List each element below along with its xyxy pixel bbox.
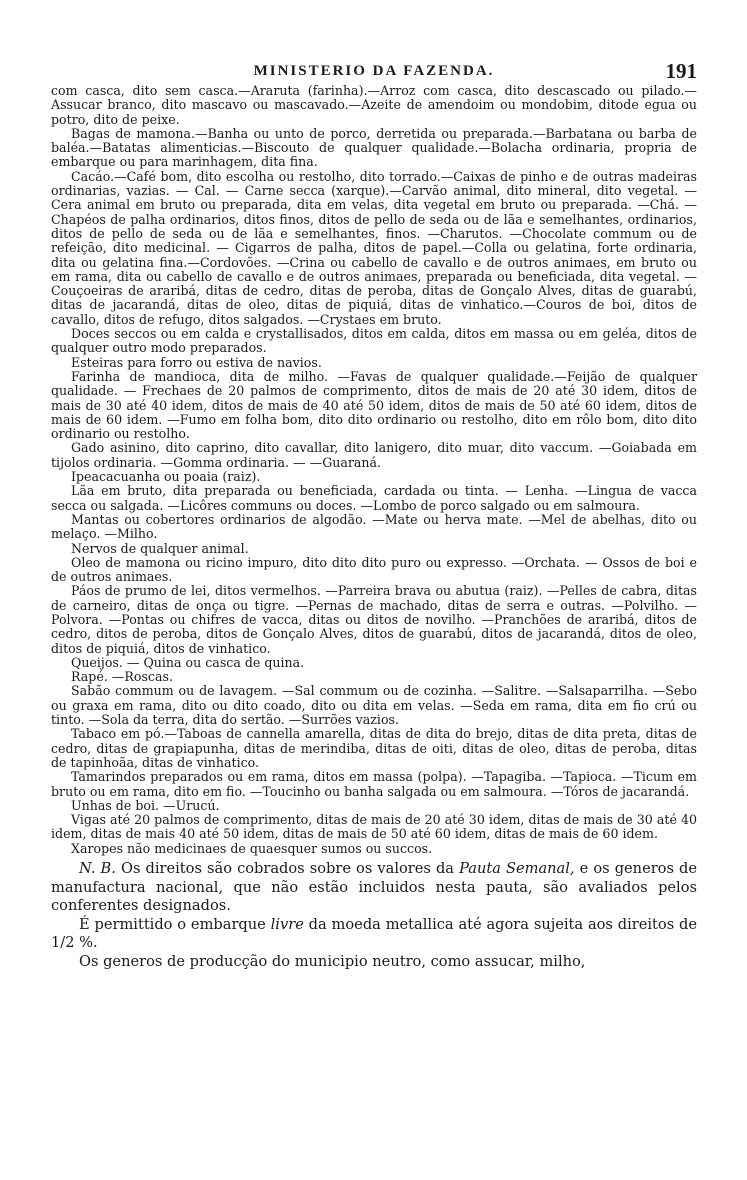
note-text: e os generos de manufactura nacional, que não estão incluidos nesta pauta, são avaliados pelos conferentes designados. [51, 860, 698, 915]
pauta-term: Pauta Semanal, [459, 860, 575, 878]
paragraph: Cacáo.—Café bom, dito escolha ou restolho, dito torrado.—Caixas de pinho e de outras madeiras ordinarias, vazias. — Cal. — Carne secca (xarque).—Carvão animal, dito mineral, dito vegetal. —Cera animal em bruto ou preparada, dita em velas, dita vegetal em bruto ou preparada. —Chá. —Chapéos de palha ordinarios, ditos finos, ditos de pello de seda ou de lãa e semelhantes, ordinarios, ditos de pello de seda ou de lãa e semelhantes, finos. —Charutos. —Chocolate commum ou de refeição, dito medicinal. — Cigarros de palha, ditos de papel.—Colla ou gelatina, forte ordinaria, dita ou gelatina fina.—Cordovões. —Crina ou cabello de cavallo e de outros animaes, em bruto ou em rama, dita ou cabello de cavallo e de outros animaes, preparada ou beneficiada, dita vegetal. —Couçoeiras de araribá, ditas de cedro, ditas de peroba, ditas de Gonçalo Alves, ditas de guarabú, ditas de jacarandá, ditas de oleo, ditas de piquiá, ditas de vinhatico.—Couros de boi, ditos de cavallo, ditos de refugo, ditos salgados. —Crystaes em bruto. [51, 168, 697, 327]
footnote-block [51, 860, 697, 972]
note-paragraph: Os generos de producção do municipio neutro, como assucar, milho, [79, 953, 586, 970]
paragraph: Nervos de qualquer animal. [71, 540, 249, 556]
livre-term: livre [270, 915, 304, 933]
paragraph: Mantas ou cobertores ordinarios de algodão. —Mate ou herva mate. —Mel de abelhas, dito ou melaço. —Milho. [51, 511, 697, 542]
paragraph: Xaropes não medicinaes de quaesquer sumos ou succos. [71, 840, 433, 856]
page-header [51, 60, 697, 84]
paragraph: Tabaco em pó.—Taboas de cannella amarella, ditas de dita do brejo, ditas de dita preta, ditas de cedro, ditas de grapiapunha, ditas de merindiba, ditas de oiti, ditas de oleo, ditas de peroba, ditas de tapinhoãa, ditas de vinhatico. [51, 726, 697, 770]
paragraph: Sabão commum ou de lavagem. —Sal commum ou de cozinha. —Salitre. —Salsaparrilha. —Sebo ou graxa em rama, dito ou dito coado, dito ou dita em velas. —Seda em rama, dita em fio crú ou tinto. —Sola da terra, dita do sertão. —Surrões vazios. [51, 683, 697, 728]
note-text: da moeda metallica até agora sujeita aos direitos de 1/2 %. [51, 915, 697, 952]
paragraph: Gado asinino, dito caprino, dito cavallar, dito lanigero, dito muar, dito vaccum. —Goiabada em tijolos ordinaria. —Gomma ordinaria. — —Guaraná. [51, 440, 697, 470]
running-head: MINISTERIO DA FAZENDA. [253, 63, 495, 79]
paragraph: Farinha de mandioca, dita de milho. —Favas de qualquer qualidade.—Feijão de qualquer qualidade. — Frechaes de 20 palmos de comprimento, ditos de mais de 20 até 30 idem, ditos de mais de 30 até 40 idem, ditos de mais de 40 até 50 idem, ditos de mais de 50 até 60 idem, ditos de mais de 60 idem. —Fumo em folha bom, dito dito ordinario ou restolho, dito em rôlo bom, dito dito ordinario ou restolho. [51, 368, 697, 442]
paragraph: Unhas de boi. —Urucú. [71, 797, 220, 813]
page-number: 191 [665, 59, 697, 83]
paragraph: Esteiras para forro ou estiva de navios. [71, 354, 322, 370]
paragraph: Tamarindos preparados ou em rama, ditos em massa (polpa). —Tapagiba. —Tapioca. —Ticum em bruto ou em rama, dito em fio. —Toucinho ou banha salgada ou em salmoura. —Tóros de jacarandá. [51, 769, 697, 799]
note-text: É permittido o embarque [79, 915, 271, 933]
paragraph: Rapé. —Roscas. [71, 669, 173, 685]
paragraph: Doces seccos ou em calda e crystallisados, ditos em calda, ditos em massa ou em geléa, ditos de qualquer outro modo preparados. [51, 326, 697, 356]
paragraph: Bagas de mamona.—Banha ou unto de porco, derretida ou preparada.—Barbatana ou barba de baléa.—Batatas alimenticias.—Biscouto de qualquer qualidade.—Bolacha ordinaria, propria de embarque ou para marinhagem, dita fina. [51, 125, 697, 170]
note-label: N. B. [79, 860, 116, 878]
note-paragraph [51, 860, 697, 916]
paragraph: Ipeacacuanha ou poaia (raiz). [71, 469, 261, 485]
paragraph: Queijos. — Quina ou casca de quina. [71, 654, 305, 670]
tariff-list [51, 84, 697, 856]
note-paragraph [51, 916, 697, 953]
note-text: Os direitos são cobrados sobre os valores da [115, 860, 460, 878]
paragraph: Lãa em bruto, dita preparada ou beneficiada, cardada ou tinta. — Lenha. —Lingua de vacca secca ou salgada. —Licôres communs ou doces. —Lombo de porco salgado ou em salmoura. [51, 483, 697, 513]
paragraph: com casca, dito sem casca.—Araruta (farinha).—Arroz com casca, dito descascado ou pilado.—Assucar branco, dito mascavo ou mascavado.—Azeite de amendoim ou mondobim, ditode egua ou potro, dito de peixe. [51, 83, 697, 127]
paragraph: Páos de prumo de lei, ditos vermelhos. —Parreira brava ou abutua (raiz). —Pelles de cabra, ditas de carneiro, ditas de onça ou tigre. —Pernas de machado, ditas de serra e outras. —Polvilho. —Polvora. —Pontas ou chifres de vacca, ditas ou ditos de novilho. —Pranchões de araribá, ditos de cedro, ditos de peroba, ditos de Gonçalo Alves, ditos de guarabú, ditos de jacarandá, ditos de oleo, ditos de piquiá, ditos de vinhatico. [51, 583, 697, 656]
paragraph: Vigas até 20 palmos de comprimento, ditas de mais de 20 até 30 idem, ditas de mais de 30 até 40 idem, ditas de mais 40 até 50 idem, ditas de mais de 50 até 60 idem, ditas de mais de 60 idem. [51, 812, 697, 842]
paragraph: Oleo de mamona ou ricino impuro, dito dito dito puro ou expresso. —Orchata. — Ossos de boi e de outros animaes. [51, 554, 697, 585]
